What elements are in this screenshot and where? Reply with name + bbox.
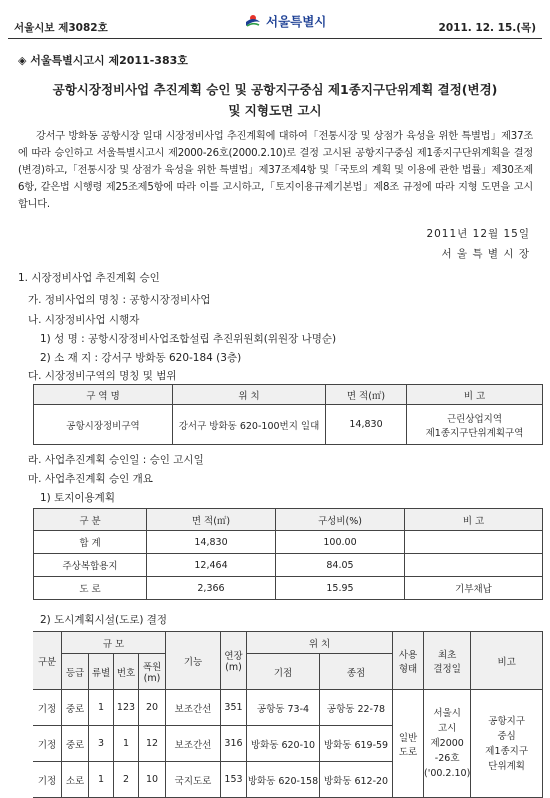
cell-line: 단위계획	[488, 760, 525, 772]
table-cell: 84.05	[276, 554, 405, 577]
zone-table	[33, 384, 543, 445]
table-cell: 방화동 620-10	[247, 726, 320, 762]
cell-line: 제1종지구	[485, 745, 529, 757]
table-cell	[407, 405, 543, 445]
table-cell: 공항동 22-78	[320, 690, 393, 726]
table-cell: 도 로	[34, 577, 147, 600]
cell-line: 제2000	[430, 738, 464, 749]
table-cell: 123	[114, 690, 139, 726]
land-use-table	[33, 508, 543, 600]
cell-line: 공항지구	[488, 715, 525, 727]
col-header: 규 모	[62, 632, 166, 654]
item-na-1: 1) 성 명 : 공항시장정비사업조합설립 추진위원회(위원장 나명순)	[40, 333, 337, 345]
header-line: 연장	[224, 651, 243, 662]
table-cell: 주상복합용지	[34, 554, 147, 577]
table-row	[34, 554, 543, 577]
table-cell: 12	[139, 726, 166, 762]
item-na-2: 2) 소 재 지 : 강서구 방화동 620-184 (3층)	[40, 352, 242, 364]
header-divider	[8, 38, 542, 39]
road-facility-table	[33, 631, 543, 798]
table-cell	[405, 531, 543, 554]
table-cell: 12,464	[147, 554, 276, 577]
table-cell: 10	[139, 762, 166, 798]
table-cell: 공항시장정비구역	[34, 405, 173, 445]
notice-body: 강서구 방화동 공항시장 일대 시장정비사업 추진계획에 대하여「전통시장 및 상점가 육성을 위한 특별법」제37조에 따라 승인하고 서울특별시고시 제2000-26호(2000.2.10)로 결정 고시된 공항지구중심 제1종지구단위계획을 결정(변경)하고,「전통시장 및 상점가 육성을 위한 특별법」제37조제4항 및「국토의 계획 및 이용에 관한 법률」제30조제6항, 같은법 시행령 제25조제5항에 따라 이를 고시하고,「토지이용규제기본법」제8조 규정에 따라 지형 도면을 고시합니다.	[18, 131, 533, 210]
table-row	[33, 690, 543, 726]
gazette-number: 서울시보 제3082호	[14, 22, 108, 34]
header-line: (m)	[225, 662, 242, 673]
cell-line: ('00.2.10)	[424, 768, 471, 779]
table-cell: 3	[89, 726, 114, 762]
col-header: 등급	[62, 654, 89, 690]
table-cell: 20	[139, 690, 166, 726]
col-header: 구성비(%)	[276, 509, 405, 531]
item-ma-1: 1) 토지이용계획	[40, 492, 115, 504]
header-line: 결정일	[433, 663, 461, 675]
table-cell: 1	[89, 690, 114, 726]
notice-number: ◈ 서울특별시고시 제2011-383호	[18, 54, 188, 67]
table-cell: 강서구 방화동 620-100번지 일대	[173, 405, 326, 445]
cell-line: 도로	[398, 746, 418, 758]
col-header: 면 적(㎡)	[326, 385, 407, 405]
table-cell: 100.00	[276, 531, 405, 554]
table-cell: 1	[114, 726, 139, 762]
header-line: 최초	[437, 649, 457, 661]
col-header: 기능	[166, 632, 221, 690]
signer: 서 울 특 별 시 장	[441, 248, 530, 260]
cell-line: 고시	[437, 723, 457, 734]
col-header: 위 치	[247, 632, 393, 654]
col-header: 비고	[471, 632, 543, 690]
cell-line: 서울시	[433, 708, 461, 719]
col-header: 류별	[89, 654, 114, 690]
item-da: 다. 시장정비구역의 명칭 및 범위	[28, 370, 177, 382]
use-type-cell	[393, 690, 424, 798]
col-header: 기점	[247, 654, 320, 690]
notice-title-line2: 및 지형도면 고시	[228, 103, 322, 118]
table-cell: 국지도로	[166, 762, 221, 798]
header-line: 사용	[398, 649, 418, 661]
col-header	[393, 632, 424, 690]
table-cell: 15.95	[276, 577, 405, 600]
table-cell: 소로	[62, 762, 89, 798]
seoul-logo-icon	[244, 12, 262, 30]
cell-line: 중심	[497, 730, 516, 742]
table-cell	[405, 554, 543, 577]
page-header	[8, 8, 542, 40]
table-cell: 1	[89, 762, 114, 798]
table-cell: 중로	[62, 726, 89, 762]
table-cell: 351	[221, 690, 247, 726]
city-logo	[244, 12, 326, 30]
remark-cell	[471, 690, 543, 798]
col-header	[139, 654, 166, 690]
section-1: 1. 시장정비사업 추진계획 승인	[18, 272, 160, 284]
col-header: 구 분	[34, 509, 147, 531]
cell-line: 일반	[398, 732, 418, 744]
col-header: 구 역 명	[34, 385, 173, 405]
table-cell: 방화동 619-59	[320, 726, 393, 762]
item-na: 나. 시장정비사업 시행자	[28, 314, 140, 326]
issue-date: 2011. 12. 15.(목)	[438, 22, 536, 34]
header-line: (m)	[143, 673, 161, 684]
col-header	[221, 632, 247, 690]
city-name: 서울특별시	[266, 14, 327, 29]
item-ma: 마. 사업추진계획 승인 개요	[28, 473, 153, 485]
table-cell: 316	[221, 726, 247, 762]
table-cell: 2,366	[147, 577, 276, 600]
cell-line: -26호	[434, 753, 460, 764]
remark-line: 제1종지구단위계획구역	[425, 427, 524, 439]
table-row	[34, 577, 543, 600]
first-decision-cell	[424, 690, 471, 798]
table-cell: 153	[221, 762, 247, 798]
table-cell: 기정	[33, 690, 62, 726]
table-cell: 기부채납	[405, 577, 543, 600]
table-cell: 방화동 612-20	[320, 762, 393, 798]
table-cell: 방화동 620-158	[247, 762, 320, 798]
table-row	[34, 531, 543, 554]
table-cell: 기정	[33, 726, 62, 762]
item-ra: 라. 사업추진계획 승인일 : 승인 고시일	[28, 454, 204, 466]
table-cell: 합 계	[34, 531, 147, 554]
table-cell: 14,830	[147, 531, 276, 554]
col-header: 구분	[33, 632, 62, 690]
table-cell: 보조간선	[166, 726, 221, 762]
item-ga: 가. 정비사업의 명칭 : 공항시장정비사업	[28, 294, 211, 306]
item-ma-2: 2) 도시계획시설(도로) 결정	[40, 614, 168, 626]
table-cell: 2	[114, 762, 139, 798]
table-cell: 보조간선	[166, 690, 221, 726]
col-header: 면 적(㎡)	[147, 509, 276, 531]
col-header: 비 고	[405, 509, 543, 531]
remark-line: 근린상업지역	[446, 413, 503, 425]
table-cell: 공항동 73-4	[247, 690, 320, 726]
col-header: 위 치	[173, 385, 326, 405]
table-cell: 중로	[62, 690, 89, 726]
sign-date: 2011년 12월 15일	[426, 228, 530, 240]
header-line: 형태	[398, 663, 418, 675]
table-cell: 14,830	[326, 405, 407, 445]
notice-title-line1: 공항시장정비사업 추진계획 승인 및 공항지구중심 제1종지구단위계획 결정(변경)	[52, 82, 498, 97]
col-header: 번호	[114, 654, 139, 690]
col-header: 종점	[320, 654, 393, 690]
col-header: 비 고	[407, 385, 543, 405]
header-line: 폭원	[142, 662, 162, 673]
table-cell: 기정	[33, 762, 62, 798]
col-header	[424, 632, 471, 690]
